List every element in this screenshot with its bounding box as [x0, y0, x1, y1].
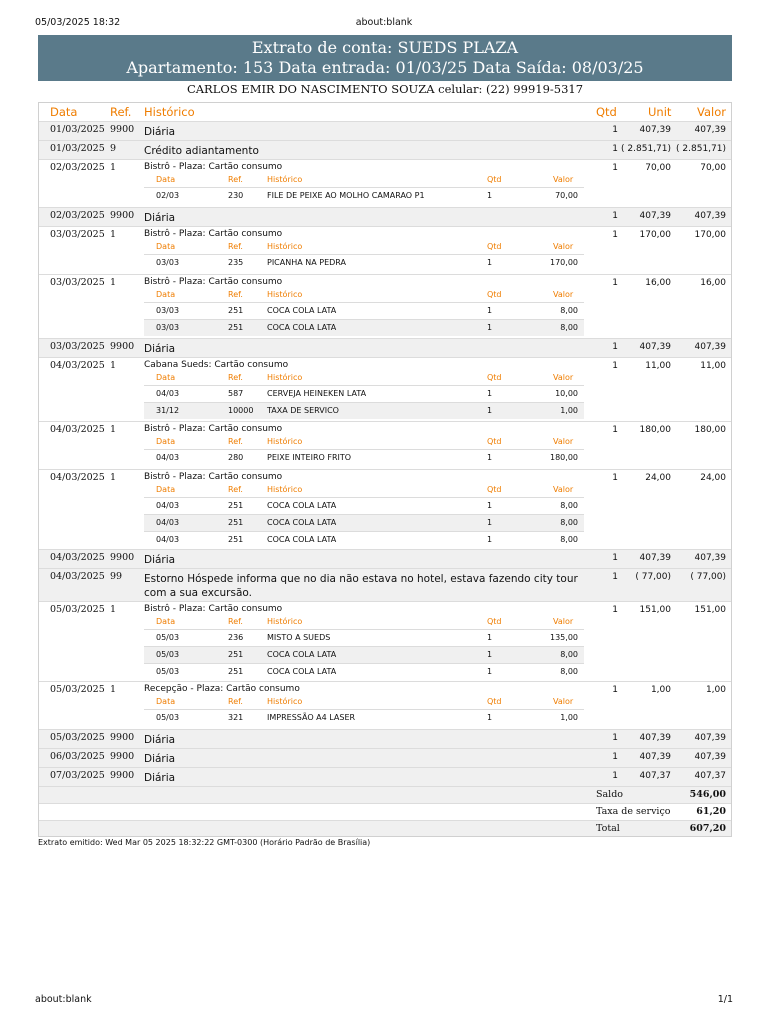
- detail-col-historico: Histórico: [267, 242, 303, 251]
- row-date: 03/03/2025: [50, 341, 105, 352]
- detail-col-historico: Histórico: [267, 437, 303, 446]
- detail-col-valor: Valor: [553, 617, 574, 626]
- detail-header: [144, 436, 584, 449]
- consumption-detail: [144, 241, 584, 271]
- totals-label: Taxa de serviço: [596, 806, 671, 817]
- row-ref: 9900: [110, 751, 135, 762]
- row-date: 01/03/2025: [50, 124, 105, 135]
- item-date: 02/03: [156, 191, 180, 200]
- row-valor: 1,00: [705, 685, 726, 695]
- detail-col-data: Data: [156, 290, 176, 299]
- row-qtd: 1: [612, 733, 618, 743]
- consumption-row: [38, 274, 732, 338]
- item-description: COCA COLA LATA: [267, 323, 337, 332]
- item-qtd: 1: [487, 713, 493, 722]
- statement-row: [38, 140, 732, 159]
- detail-col-historico: Histórico: [267, 697, 303, 706]
- detail-col-historico: Histórico: [267, 290, 303, 299]
- row-unit: 180,00: [639, 425, 671, 435]
- item-date: 03/03: [156, 258, 180, 267]
- item-qtd: 1: [487, 501, 493, 510]
- row-unit: 407,39: [639, 125, 671, 135]
- row-qtd: 1: [612, 685, 618, 695]
- row-description: Recepção - Plaza: Cartão consumo: [144, 684, 300, 694]
- totals-row: [38, 803, 732, 820]
- item-ref: 235: [228, 258, 244, 267]
- row-date: 02/03/2025: [50, 162, 105, 173]
- item-date: 05/03: [156, 713, 180, 722]
- row-qtd: 1: [612, 473, 618, 483]
- row-valor: ( 2.851,71): [676, 144, 726, 154]
- detail-col-data: Data: [156, 242, 176, 251]
- col-valor: Valor: [697, 105, 726, 119]
- row-qtd: 1: [612, 425, 618, 435]
- detail-col-ref: Ref.: [228, 485, 243, 494]
- row-unit: 70,00: [645, 163, 671, 173]
- detail-item-row: [144, 254, 584, 271]
- detail-col-data: Data: [156, 373, 176, 382]
- detail-item-row: [144, 402, 584, 419]
- row-qtd: 1: [612, 553, 618, 563]
- detail-item-row: [144, 302, 584, 319]
- item-qtd: 1: [487, 650, 493, 659]
- detail-header: [144, 174, 584, 187]
- item-ref: 587: [228, 389, 244, 398]
- item-date: 04/03: [156, 535, 180, 544]
- row-date: 01/03/2025: [50, 143, 105, 154]
- row-unit: 407,39: [639, 752, 671, 762]
- totals-row: [38, 820, 732, 837]
- row-ref: 9900: [110, 552, 135, 563]
- row-description: Bistrô - Plaza: Cartão consumo: [144, 162, 283, 172]
- detail-col-qtd: Qtd: [487, 437, 502, 446]
- consumption-row: [38, 601, 732, 681]
- detail-col-ref: Ref.: [228, 242, 243, 251]
- row-description: Bistrô - Plaza: Cartão consumo: [144, 229, 283, 239]
- item-ref: 321: [228, 713, 244, 722]
- detail-item-row: [144, 385, 584, 402]
- totals-label: Total: [596, 823, 620, 834]
- item-ref: 10000: [228, 406, 254, 415]
- row-qtd: 1: [612, 211, 618, 221]
- item-valor: 8,00: [560, 535, 578, 544]
- detail-item-row: [144, 319, 584, 336]
- row-description: Diária: [144, 734, 176, 746]
- row-qtd: 1: [612, 752, 618, 762]
- detail-col-qtd: Qtd: [487, 175, 502, 184]
- row-unit: 407,39: [639, 342, 671, 352]
- print-footer: [35, 994, 733, 1008]
- consumption-row: [38, 226, 732, 274]
- row-valor: 407,39: [694, 125, 726, 135]
- item-ref: 236: [228, 633, 244, 642]
- row-unit: 170,00: [639, 230, 671, 240]
- detail-col-historico: Histórico: [267, 485, 303, 494]
- row-date: 02/03/2025: [50, 210, 105, 221]
- detail-item-row: [144, 531, 584, 548]
- item-qtd: 1: [487, 518, 493, 527]
- row-qtd: 1: [612, 342, 618, 352]
- item-description: COCA COLA LATA: [267, 518, 337, 527]
- detail-col-ref: Ref.: [228, 437, 243, 446]
- item-ref: 251: [228, 518, 244, 527]
- item-description: COCA COLA LATA: [267, 667, 337, 676]
- consumption-row: [38, 469, 732, 549]
- row-date: 04/03/2025: [50, 472, 105, 483]
- row-ref: 9900: [110, 770, 135, 781]
- row-ref: 99: [110, 571, 123, 582]
- row-description: Diária: [144, 126, 176, 138]
- item-ref: 251: [228, 501, 244, 510]
- item-ref: 251: [228, 323, 244, 332]
- row-unit: 11,00: [645, 361, 671, 371]
- row-date: 04/03/2025: [50, 571, 105, 582]
- col-ref: Ref.: [110, 105, 132, 119]
- detail-header: [144, 372, 584, 385]
- detail-col-historico: Histórico: [267, 617, 303, 626]
- detail-col-valor: Valor: [553, 175, 574, 184]
- totals-value: 61,20: [696, 806, 726, 817]
- item-description: COCA COLA LATA: [267, 650, 337, 659]
- row-date: 05/03/2025: [50, 604, 105, 615]
- detail-col-ref: Ref.: [228, 697, 243, 706]
- issued-timestamp: Extrato emitido: Wed Mar 05 2025 18:32:22 GMT-0300 (Horário Padrão de Brasília): [38, 838, 371, 847]
- row-unit: ( 77,00): [635, 572, 671, 582]
- print-datetime: 05/03/2025 18:32: [35, 17, 121, 28]
- item-qtd: 1: [487, 535, 493, 544]
- row-unit: 407,37: [639, 771, 671, 781]
- consumption-detail: [144, 436, 584, 466]
- detail-col-data: Data: [156, 175, 176, 184]
- item-valor: 70,00: [555, 191, 578, 200]
- statement-row: [38, 767, 732, 786]
- detail-header: [144, 484, 584, 497]
- item-valor: 10,00: [555, 389, 578, 398]
- detail-col-valor: Valor: [553, 290, 574, 299]
- item-valor: 8,00: [560, 323, 578, 332]
- row-description: Diária: [144, 554, 176, 566]
- row-valor: 24,00: [700, 473, 726, 483]
- consumption-detail: [144, 484, 584, 548]
- row-qtd: 1: [612, 278, 618, 288]
- row-ref: 9900: [110, 341, 135, 352]
- detail-col-data: Data: [156, 617, 176, 626]
- row-valor: 16,00: [700, 278, 726, 288]
- row-description: Crédito adiantamento: [144, 145, 259, 157]
- row-description: Diária: [144, 212, 176, 224]
- item-date: 05/03: [156, 633, 180, 642]
- totals-label: Saldo: [596, 789, 624, 800]
- row-date: 03/03/2025: [50, 277, 105, 288]
- statement-rows: [38, 121, 732, 786]
- statement-row: [38, 549, 732, 568]
- item-description: MISTO A SUEDS: [267, 633, 331, 642]
- item-description: COCA COLA LATA: [267, 535, 337, 544]
- consumption-row: [38, 159, 732, 207]
- detail-col-valor: Valor: [553, 242, 574, 251]
- row-qtd: 1: [612, 144, 618, 154]
- detail-col-qtd: Qtd: [487, 697, 502, 706]
- row-ref: 1: [110, 360, 117, 371]
- item-ref: 251: [228, 535, 244, 544]
- detail-item-row: [144, 514, 584, 531]
- statement-row: [38, 729, 732, 748]
- item-ref: 280: [228, 453, 244, 462]
- row-ref: 1: [110, 229, 117, 240]
- row-description: Estorno Hóspede informa que no dia não estava no hotel, estava fazendo city tour com a sua excursão.: [144, 573, 578, 599]
- detail-header: [144, 289, 584, 302]
- detail-col-qtd: Qtd: [487, 485, 502, 494]
- totals-value: 607,20: [689, 823, 726, 834]
- row-unit: ( 2.851,71): [621, 144, 671, 154]
- column-header-row: [38, 102, 732, 121]
- detail-col-ref: Ref.: [228, 373, 243, 382]
- detail-col-valor: Valor: [553, 437, 574, 446]
- row-ref: 1: [110, 684, 117, 695]
- detail-col-valor: Valor: [553, 373, 574, 382]
- row-date: 05/03/2025: [50, 684, 105, 695]
- item-valor: 1,00: [560, 713, 578, 722]
- col-data: Data: [50, 105, 78, 119]
- print-url: about:blank: [35, 994, 92, 1005]
- detail-header: [144, 696, 584, 709]
- row-valor: 151,00: [694, 605, 726, 615]
- row-valor: 407,37: [694, 771, 726, 781]
- item-ref: 251: [228, 650, 244, 659]
- row-description: Diária: [144, 772, 176, 784]
- detail-item-row: [144, 663, 584, 680]
- row-valor: 407,39: [694, 342, 726, 352]
- col-qtd: Qtd: [596, 105, 617, 119]
- item-qtd: 1: [487, 406, 493, 415]
- item-qtd: 1: [487, 258, 493, 267]
- consumption-row: [38, 681, 732, 729]
- row-unit: 24,00: [645, 473, 671, 483]
- consumption-detail: [144, 372, 584, 419]
- detail-item-row: [144, 709, 584, 726]
- row-qtd: 1: [612, 163, 618, 173]
- item-qtd: 1: [487, 306, 493, 315]
- statement-row: [38, 121, 732, 140]
- guest-info: CARLOS EMIR DO NASCIMENTO SOUZA celular: (22) 99919-5317: [186, 82, 584, 96]
- statement-row: [38, 568, 732, 601]
- item-valor: 8,00: [560, 501, 578, 510]
- item-qtd: 1: [487, 633, 493, 642]
- row-unit: 407,39: [639, 553, 671, 563]
- item-valor: 170,00: [550, 258, 578, 267]
- detail-item-row: [144, 629, 584, 646]
- row-valor: 11,00: [700, 361, 726, 371]
- detail-item-row: [144, 449, 584, 466]
- row-valor: 407,39: [694, 752, 726, 762]
- consumption-detail: [144, 696, 584, 726]
- row-qtd: 1: [612, 771, 618, 781]
- detail-col-ref: Ref.: [228, 617, 243, 626]
- row-ref: 9900: [110, 732, 135, 743]
- totals-row: [38, 786, 732, 803]
- row-date: 03/03/2025: [50, 229, 105, 240]
- detail-col-ref: Ref.: [228, 290, 243, 299]
- row-date: 04/03/2025: [50, 552, 105, 563]
- row-valor: 180,00: [694, 425, 726, 435]
- item-date: 31/12: [156, 406, 180, 415]
- row-unit: 16,00: [645, 278, 671, 288]
- row-unit: 407,39: [639, 733, 671, 743]
- row-qtd: 1: [612, 572, 618, 582]
- item-valor: 8,00: [560, 518, 578, 527]
- item-description: COCA COLA LATA: [267, 501, 337, 510]
- item-valor: 8,00: [560, 306, 578, 315]
- row-valor: 407,39: [694, 211, 726, 221]
- item-description: CERVEJA HEINEKEN LATA: [267, 389, 367, 398]
- row-qtd: 1: [612, 361, 618, 371]
- row-ref: 9900: [110, 124, 135, 135]
- row-ref: 9900: [110, 210, 135, 221]
- row-description: Diária: [144, 753, 176, 765]
- item-date: 04/03: [156, 518, 180, 527]
- detail-col-historico: Histórico: [267, 175, 303, 184]
- row-valor: 407,39: [694, 733, 726, 743]
- consumption-detail: [144, 616, 584, 680]
- item-date: 04/03: [156, 389, 180, 398]
- row-qtd: 1: [612, 125, 618, 135]
- row-description: Diária: [144, 343, 176, 355]
- row-date: 04/03/2025: [50, 424, 105, 435]
- item-qtd: 1: [487, 667, 493, 676]
- statement-banner: [38, 35, 732, 81]
- item-date: 04/03: [156, 453, 180, 462]
- consumption-row: [38, 421, 732, 469]
- item-valor: 8,00: [560, 650, 578, 659]
- row-ref: 1: [110, 424, 117, 435]
- item-valor: 8,00: [560, 667, 578, 676]
- item-date: 04/03: [156, 501, 180, 510]
- row-unit: 407,39: [639, 211, 671, 221]
- detail-col-ref: Ref.: [228, 175, 243, 184]
- detail-col-qtd: Qtd: [487, 290, 502, 299]
- item-description: TAXA DE SERVICO: [267, 406, 339, 415]
- item-valor: 1,00: [560, 406, 578, 415]
- print-header: [35, 17, 733, 31]
- item-qtd: 1: [487, 453, 493, 462]
- row-ref: 1: [110, 472, 117, 483]
- item-valor: 180,00: [550, 453, 578, 462]
- row-description: Bistrô - Plaza: Cartão consumo: [144, 277, 283, 287]
- item-ref: 251: [228, 306, 244, 315]
- row-date: 07/03/2025: [50, 770, 105, 781]
- detail-col-data: Data: [156, 697, 176, 706]
- stay-info: Apartamento: 153 Data entrada: 01/03/25 Data Saída: 08/03/25: [126, 58, 644, 77]
- item-description: IMPRESSÃO A4 LASER: [267, 713, 356, 722]
- row-description: Bistrô - Plaza: Cartão consumo: [144, 424, 283, 434]
- row-ref: 1: [110, 162, 117, 173]
- row-valor: 170,00: [694, 230, 726, 240]
- item-ref: 230: [228, 191, 244, 200]
- item-description: FILE DE PEIXE AO MOLHO CAMARAO P1: [267, 191, 425, 200]
- statement-row: [38, 207, 732, 226]
- totals-value: 546,00: [689, 789, 726, 800]
- detail-item-row: [144, 646, 584, 663]
- item-date: 03/03: [156, 323, 180, 332]
- statement-row: [38, 338, 732, 357]
- detail-item-row: [144, 187, 584, 204]
- row-valor: ( 77,00): [690, 572, 726, 582]
- item-qtd: 1: [487, 389, 493, 398]
- detail-col-valor: Valor: [553, 697, 574, 706]
- item-date: 03/03: [156, 306, 180, 315]
- statement-row: [38, 748, 732, 767]
- item-description: PEIXE INTEIRO FRITO: [267, 453, 352, 462]
- row-valor: 407,39: [694, 553, 726, 563]
- item-date: 05/03: [156, 650, 180, 659]
- detail-col-qtd: Qtd: [487, 373, 502, 382]
- detail-col-data: Data: [156, 485, 176, 494]
- row-date: 06/03/2025: [50, 751, 105, 762]
- detail-col-data: Data: [156, 437, 176, 446]
- row-ref: 1: [110, 604, 117, 615]
- detail-header: [144, 616, 584, 629]
- row-date: 05/03/2025: [50, 732, 105, 743]
- consumption-detail: [144, 289, 584, 336]
- item-description: COCA COLA LATA: [267, 306, 337, 315]
- totals-block: [38, 786, 732, 837]
- item-qtd: 1: [487, 191, 493, 200]
- row-qtd: 1: [612, 605, 618, 615]
- row-unit: 151,00: [639, 605, 671, 615]
- consumption-row: [38, 357, 732, 421]
- row-ref: 1: [110, 277, 117, 288]
- detail-col-qtd: Qtd: [487, 242, 502, 251]
- detail-col-valor: Valor: [553, 485, 574, 494]
- col-historico: Histórico: [144, 105, 195, 119]
- row-unit: 1,00: [650, 685, 671, 695]
- item-ref: 251: [228, 667, 244, 676]
- detail-col-historico: Histórico: [267, 373, 303, 382]
- statement-title: Extrato de conta: SUEDS PLAZA: [251, 38, 519, 57]
- item-date: 05/03: [156, 667, 180, 676]
- item-valor: 135,00: [550, 633, 578, 642]
- print-page-title: about:blank: [355, 17, 413, 28]
- detail-item-row: [144, 497, 584, 514]
- row-date: 04/03/2025: [50, 360, 105, 371]
- col-unit: Unit: [648, 105, 672, 119]
- row-qtd: 1: [612, 230, 618, 240]
- item-qtd: 1: [487, 323, 493, 332]
- consumption-detail: [144, 174, 584, 204]
- detail-col-qtd: Qtd: [487, 617, 502, 626]
- statement-table: [38, 102, 732, 837]
- print-page-number: 1/1: [717, 994, 733, 1005]
- row-description: Bistrô - Plaza: Cartão consumo: [144, 472, 283, 482]
- detail-header: [144, 241, 584, 254]
- item-description: PICANHA NA PEDRA: [267, 258, 347, 267]
- row-valor: 70,00: [700, 163, 726, 173]
- row-description: Bistrô - Plaza: Cartão consumo: [144, 604, 283, 614]
- row-ref: 9: [110, 143, 117, 154]
- row-description: Cabana Sueds: Cartão consumo: [144, 360, 289, 370]
